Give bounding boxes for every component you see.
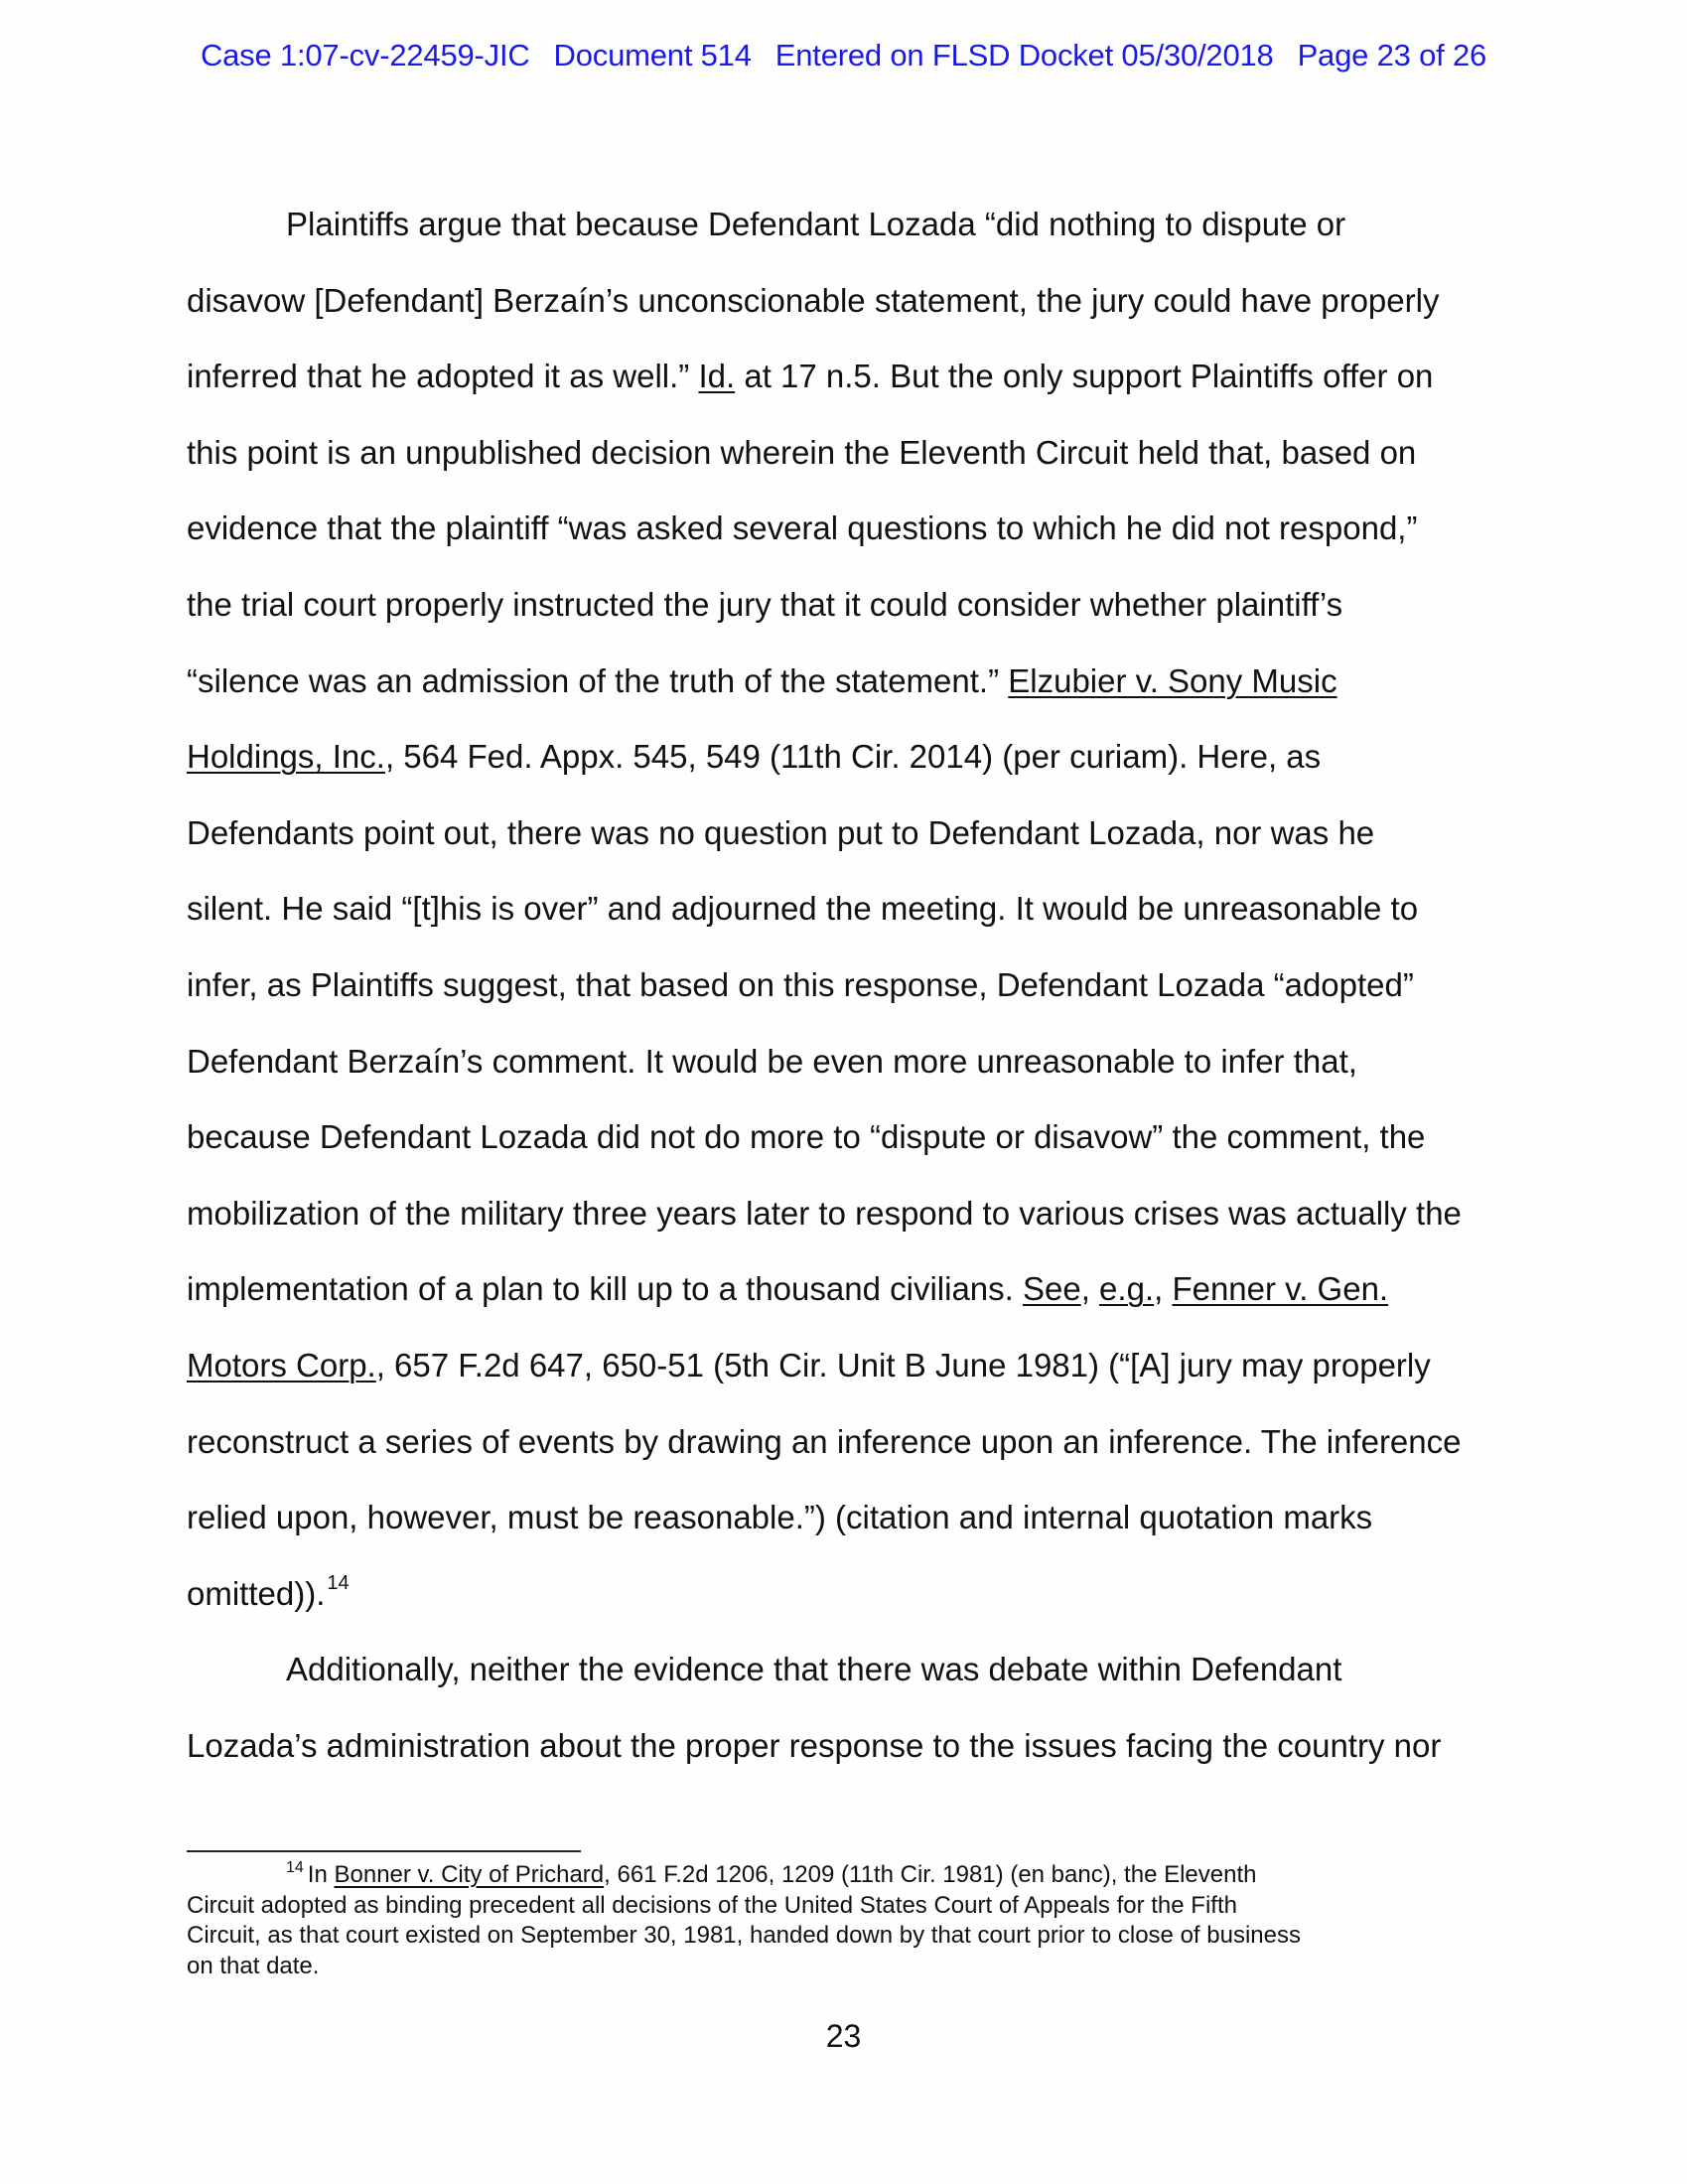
footnote-line bbox=[286, 1859, 1257, 1888]
text-segment: relied upon, however, must be reasonable.”) (citation and internal quotation marks bbox=[187, 1499, 1373, 1536]
body-line bbox=[187, 433, 1417, 471]
citation-text: Holdings, Inc. bbox=[187, 738, 385, 776]
text-segment: evidence that the plaintiff “was asked several questions to which he did not respond,” bbox=[187, 510, 1418, 547]
text-segment: , 661 F.2d 1206, 1209 (11th Cir. 1981) (en banc), the Eleventh bbox=[604, 1861, 1257, 1888]
body-line bbox=[187, 890, 1419, 928]
text-segment: Circuit, as that court existed on September 30, 1981, handed down by that court prior to close of business bbox=[187, 1922, 1301, 1949]
body-line bbox=[187, 813, 1375, 851]
body-line bbox=[187, 1729, 1441, 1762]
text-segment: on that date. bbox=[187, 1952, 320, 1979]
document-number: Document 514 bbox=[553, 38, 752, 73]
body-line bbox=[187, 1422, 1462, 1460]
body-line bbox=[187, 1042, 1357, 1080]
text-segment: silent. He said “[t]his is over” and adjourned the meeting. It would be unreasonable to bbox=[187, 890, 1419, 928]
text-segment: Circuit adopted as binding precedent all decisions of the United States Court of Appeals for the Fifth bbox=[187, 1891, 1237, 1919]
citation-text: Fenner v. Gen. bbox=[1172, 1270, 1389, 1308]
text-segment: Plaintiffs argue that because Defendant Lozada “did nothing to dispute or bbox=[286, 206, 1346, 242]
text-segment: the trial court properly instructed the jury that it could consider whether plaintiff’s bbox=[187, 586, 1343, 623]
text-segment: inferred that he adopted it as well.” bbox=[187, 358, 699, 395]
body-line bbox=[286, 1651, 1342, 1688]
citation-text: Bonner v. City of Prichard bbox=[334, 1861, 605, 1888]
text-segment: Lozada’s administration about the proper response to the issues facing the country nor bbox=[187, 1727, 1442, 1764]
text-segment: , bbox=[1154, 1270, 1173, 1308]
citation-text: Elzubier v. Sony Music bbox=[1008, 661, 1337, 699]
text-segment: this point is an unpublished decision wherein the Eleventh Circuit held that, based on bbox=[187, 433, 1417, 471]
citation-text: See bbox=[1022, 1270, 1081, 1308]
text-segment: at 17 n.5. But the only support Plaintiffs offer on bbox=[735, 358, 1434, 395]
body-line bbox=[187, 1499, 1373, 1536]
footnote-divider bbox=[187, 1850, 581, 1852]
docket-header bbox=[0, 38, 1687, 73]
body-line bbox=[187, 281, 1440, 319]
text-segment: Defendant Berzaín’s comment. It would be even more unreasonable to infer that, bbox=[187, 1042, 1357, 1080]
text-segment: because Defendant Lozada did not do more to “dispute or disavow” the comment, the bbox=[187, 1118, 1426, 1156]
text-segment: , 657 F.2d 647, 650-51 (5th Cir. Unit B June 1981) (“[A] jury may properly bbox=[375, 1347, 1431, 1383]
text-segment: omitted)). bbox=[187, 1574, 326, 1612]
case-number: Case 1:07-cv-22459-JIC bbox=[200, 38, 530, 73]
text-segment: , bbox=[1080, 1270, 1100, 1308]
text-segment: infer, as Plaintiffs suggest, that based on this response, Defendant Lozada “adopted” bbox=[187, 966, 1414, 1003]
body-line bbox=[187, 1194, 1462, 1232]
footnote-line bbox=[187, 1924, 1301, 1948]
footnote-number: 14 bbox=[286, 1859, 304, 1876]
body-line bbox=[187, 1270, 1389, 1308]
footnote-line bbox=[187, 1891, 1237, 1919]
body-line bbox=[187, 738, 1322, 776]
body-line bbox=[187, 588, 1342, 621]
footnote-reference[interactable]: 14 bbox=[327, 1571, 350, 1594]
text-segment: Additionally, neither the evidence that there was debate within Defendant bbox=[286, 1651, 1342, 1688]
text-segment: In bbox=[307, 1861, 335, 1888]
text-segment: , 564 Fed. Appx. 545, 549 (11th Cir. 2014) (per curiam). Here, as bbox=[384, 738, 1322, 776]
citation-text: Motors Corp. bbox=[187, 1347, 376, 1383]
text-segment: disavow [Defendant] Berzaín’s unconscionable statement, the jury could have properly bbox=[187, 281, 1440, 319]
text-segment: Defendants point out, there was no question put to Defendant Lozada, nor was he bbox=[187, 813, 1375, 851]
body-line bbox=[187, 358, 1434, 395]
body-line bbox=[187, 1349, 1431, 1382]
citation-text: Id. bbox=[698, 358, 736, 395]
citation-text: e.g. bbox=[1099, 1270, 1155, 1308]
text-segment: “silence was an admission of the truth of the statement.” bbox=[187, 661, 1009, 699]
page-count: Page 23 of 26 bbox=[1297, 38, 1487, 73]
page-number: 23 bbox=[825, 2018, 862, 2054]
body-line bbox=[187, 968, 1414, 1001]
body-line bbox=[187, 661, 1337, 699]
footnote-line bbox=[187, 1952, 320, 1979]
body-line bbox=[286, 208, 1345, 240]
body-line bbox=[187, 1571, 350, 1612]
text-segment: implementation of a plan to kill up to a thousand civilians. bbox=[187, 1270, 1023, 1308]
body-line bbox=[187, 1118, 1426, 1156]
entered-date: Entered on FLSD Docket 05/30/2018 bbox=[774, 38, 1274, 73]
text-segment: reconstruct a series of events by drawing an inference upon an inference. The inference bbox=[187, 1422, 1462, 1460]
text-segment: mobilization of the military three years later to respond to various crises was actually the bbox=[187, 1194, 1462, 1232]
body-line bbox=[187, 510, 1418, 547]
